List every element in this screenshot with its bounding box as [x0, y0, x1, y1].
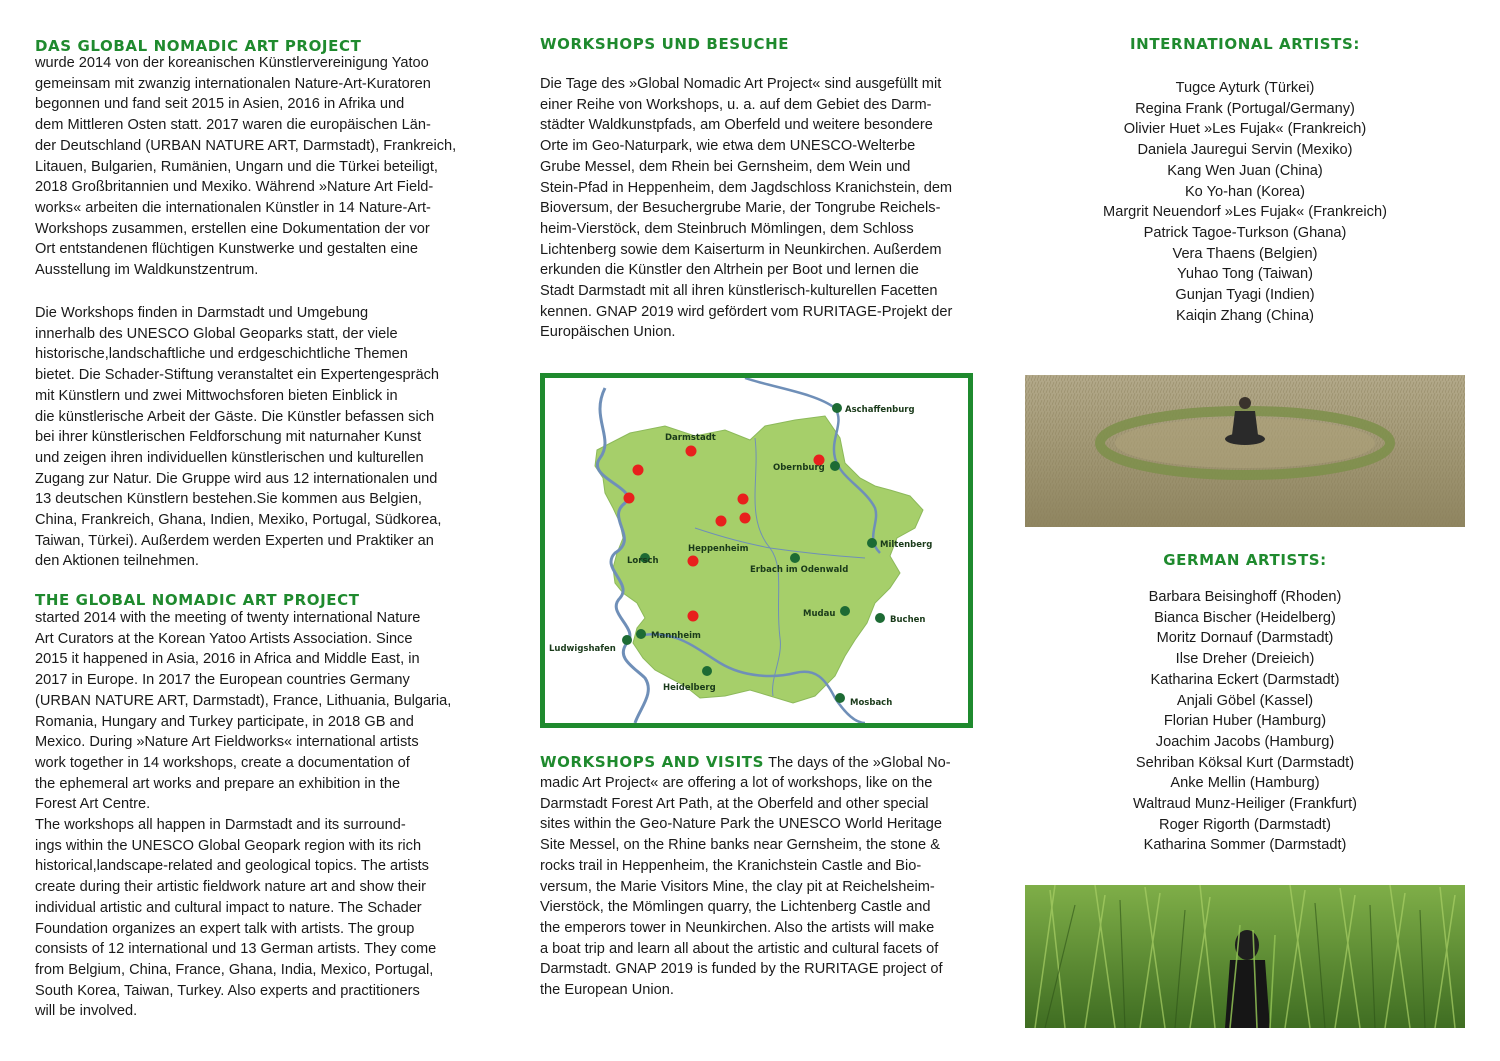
city-dot-mudau [840, 606, 850, 616]
artist-item: Ilse Dreher (Dreieich) [1175, 651, 1315, 668]
heading-german-artists: GERMAN ARTISTS: [1163, 551, 1327, 569]
heading-de-workshops: WORKSHOPS UND BESUCHE [540, 35, 790, 53]
workshop-dot [738, 494, 749, 505]
heading-de-project: DAS GLOBAL NOMADIC ART PROJECT [35, 37, 362, 55]
map-label-aschaffenburg: Aschaffenburg [845, 405, 915, 415]
artist-item: Katharina Eckert (Darmstadt) [1150, 671, 1340, 688]
city-dot-buchen [875, 613, 885, 623]
artist-item: Vera Thaens (Belgien) [1172, 245, 1318, 262]
workshop-dot [688, 611, 699, 622]
city-dot-mannheim [636, 629, 646, 639]
map-label-ludwigshafen: Ludwigshafen [549, 644, 616, 654]
photo-tall-grass [1025, 885, 1465, 1028]
artist-item: Tugce Ayturk (Türkei) [1175, 80, 1315, 96]
city-dot-aschaffenburg [832, 403, 842, 413]
heading-international-artists: INTERNATIONAL ARTISTS: [1129, 35, 1360, 53]
paragraph-en-visits: madic Art Project« are offering a lot of workshops, like on the Darmstadt Forest Art Path, at the Oberfeld and other special sites within the Geo-Nature Park the UNESCO World Heritage Site Messel, on the Rhine banks near Gernsheim, the stone & rocks trail in Heppenheim, the Kranichstein Castle and Bio- versum, the Marie Visitors Mine, the clay pit at Reichelsheim- Vierstöck, the Mömlingen quarry, the Lichtenberg Castle and the emperors tower in Neunkirchen. Also the artists will make a boat trip and learn all about the artistic and cultural facets of Darmstadt. GNAP 2019 is funded by the RURITAGE project of the European Union. [540, 775, 943, 999]
artist-item: Sehriban Köksal Kurt (Darmstadt) [1135, 754, 1355, 771]
workshop-dot [688, 556, 699, 567]
artist-item: Kang Wen Juan (China) [1167, 162, 1323, 179]
map-svg [545, 378, 968, 723]
map-label-heidelberg: Heidelberg [663, 683, 716, 693]
artist-item: Ko Yo-han (Korea) [1184, 183, 1306, 200]
artist-item: Kaiqin Zhang (China) [1176, 307, 1314, 324]
heading-en-project: THE GLOBAL NOMADIC ART PROJECT [35, 591, 360, 609]
map-label-erbach: Erbach im Odenwald [750, 565, 849, 575]
workshop-dot [633, 465, 644, 476]
artist-item: Gunjan Tyagi (Indien) [1175, 287, 1315, 304]
artist-item: Margrit Neuendorf »Les Fujak« (Frankreich) [1103, 204, 1387, 221]
workshop-dot [740, 513, 751, 524]
en-visits-first-line [540, 752, 977, 774]
paragraph-de-workshops: Die Workshops finden in Darmstadt und Umgebung innerhalb des UNESCO Global Geoparks statt, der viele historische,landschaftliche und erdgeschichtliche Themen bietet. Die Schader-Stiftung veranstaltet ein Expertengespräch mit Künstlern und zwei Mittwochsforen bieten Einblick in die künstlerische Arbeit der Gäste. Die Künstler befassen sich bei ihrer künstlerischen Feldforschung mit naturnaher Kunst und zeigen ihren individuellen künstlerischen und kulturellen Zugang zur Natur. Die Gruppe wird aus 12 internationalen und 13 deutschen Künstlern bestehen.Sie kommen aus Belgien, China, Frankreich, Ghana, Indien, Mexiko, Portugal, Südkorea, Taiwan, Türkei). Außerdem werden Experten und Praktiker an den Aktionen teilnehmen. [35, 305, 442, 570]
artist-item: Olivier Huet »Les Fujak« (Frankreich) [1123, 121, 1367, 138]
region-map [540, 373, 973, 728]
paragraph-de-intro: wurde 2014 von der koreanischen Künstlervereinigung Yatoo gemeinsam mit zwanzig internationalen Nature-Art-Kuratoren begonnen und fand seit 2015 in Asien, 2016 in Afrika und dem Mittleren Osten statt. 2017 waren die europäischen Län- der Deutschland (URBAN NATURE ART, Darmstadt), Frankreich, Litauen, Bulgarien, Rumänien, Ungarn und die Türkei beteiligt, 2018 Großbritannien und Mexiko. Während »Nature Art Field- works« arbeiten die internationalen Künstler in 14 Nature-Art- Workshops zusammen, erstellen eine Dokumentation der vor Ort entstandenen flüchtigen Kunstwerke und gestalten eine Ausstellung im Waldkunstzentrum. [35, 55, 457, 279]
map-label-obernburg: Obernburg [773, 463, 825, 473]
map-label-mudau: Mudau [803, 609, 836, 619]
paragraph-de-visits: Die Tage des »Global Nomadic Art Project« sind ausgefüllt mit einer Reihe von Workshops, u. a. auf dem Gebiet des Darm- städter Waldkunstpfads, am Oberfeld und weitere besondere Orte im Geo-Naturpark, wie etwa dem UNESCO-Welterbe Grube Messel, dem Rhein bei Gernsheim, dem Wein und Stein-Pfad in Heppenheim, dem Jagdschloss Kranichstein, dem Bioversum, der Besuchergrube Marie, der Tongrube Reichels- heim-Vierstöck, dem Steinbruch Mömlingen, dem Schloss Lichtenberg sowie dem Kaiserturm in Neunkirchen. Außerdem erkunden die Künstler den Altrhein per Boot und lernen die Stadt Darmstadt mit all ihren künstlerisch-kulturellen Facetten kennen. GNAP 2019 wird gefördert vom RURITAGE-Projekt der Europäischen Union. [540, 76, 953, 341]
artist-item: Joachim Jacobs (Hamburg) [1155, 733, 1335, 750]
artist-item: Katharina Sommer (Darmstadt) [1143, 837, 1347, 854]
artist-item: Anjali Göbel (Kassel) [1176, 692, 1314, 709]
workshop-dot [716, 516, 727, 527]
artist-item: Regina Frank (Portugal/Germany) [1135, 100, 1355, 117]
artist-item: Anke Mellin (Hamburg) [1170, 775, 1320, 792]
city-dot-miltenberg [867, 538, 877, 548]
map-label-lorsch: Lorsch [627, 556, 659, 566]
artist-item: Barbara Beisinghoff (Rhoden) [1148, 589, 1342, 605]
city-dot-erbach [790, 553, 800, 563]
artist-item: Waltraud Munz-Heiliger (Frankfurt) [1132, 796, 1358, 813]
map-label-darmstadt: Darmstadt [665, 433, 716, 443]
map-label-heppenheim: Heppenheim [688, 544, 749, 554]
photo-grass-circle [1025, 375, 1465, 527]
artist-item: Bianca Bischer (Heidelberg) [1154, 609, 1336, 626]
city-dot-mosbach [835, 693, 845, 703]
paragraph-en-intro: started 2014 with the meeting of twenty international Nature Art Curators at the Korean Yatoo Artists Association. Since 2015 it happened in Asia, 2016 in Africa and Middle East, in 2017 in Europe. In 2017 the European countries Germany (URBAN NATURE ART, Darmstadt), France, Lithuania, Bulgaria, Romania, Hungary and Turkey participate, in 2018 GB and Mexico. During »Nature Art Fieldworks« international artists work together in 14 workshops, create a documentation of the ephemeral art works and prepare an exhibition in the Forest Art Centre. [35, 610, 452, 813]
paragraph-en-workshops: The workshops all happen in Darmstadt and its surround- ings within the UNESCO Global Geopark region with its rich historical,landscape-related and geological topics. The artists create during their artistic fieldwork nature art and show their individual artistic and cultural impact to nature. The Schader Foundation organizes an expert talk with artists. The group consists of 12 international und 13 German artists. They come from Belgium, China, France, Ghana, India, Mexico, Portugal, South Korea, Taiwan, Turkey. Also experts and practitioners will be involved. [35, 817, 437, 1020]
german-artists-list [1025, 587, 1465, 856]
map-label-mannheim: Mannheim [651, 631, 701, 641]
city-dot-obernburg [830, 461, 840, 471]
map-label-mosbach: Mosbach [850, 698, 893, 708]
paragraph-en-visits-start: The days of the »Global No- [768, 755, 951, 771]
map-label-miltenberg: Miltenberg [880, 540, 933, 550]
workshop-dot [624, 493, 635, 504]
workshop-dot [686, 446, 697, 457]
artist-item: Moritz Dornauf (Darmstadt) [1156, 630, 1334, 647]
city-dot-ludwigshafen [622, 635, 632, 645]
photo-grass-circle-svg [1025, 375, 1465, 527]
photo-tall-grass-svg [1025, 885, 1465, 1028]
artist-item: Yuhao Tong (Taiwan) [1176, 266, 1314, 283]
city-dot-heidelberg [702, 666, 712, 676]
map-label-buchen: Buchen [890, 615, 926, 625]
heading-en-workshops: WORKSHOPS AND VISITS [540, 753, 765, 771]
artist-item: Roger Rigorth (Darmstadt) [1159, 816, 1331, 833]
international-artists-list [1025, 78, 1465, 326]
artist-item: Patrick Tagoe-Turkson (Ghana) [1143, 224, 1347, 241]
artist-item: Daniela Jauregui Servin (Mexiko) [1137, 142, 1353, 159]
artist-item: Florian Huber (Hamburg) [1163, 713, 1327, 730]
